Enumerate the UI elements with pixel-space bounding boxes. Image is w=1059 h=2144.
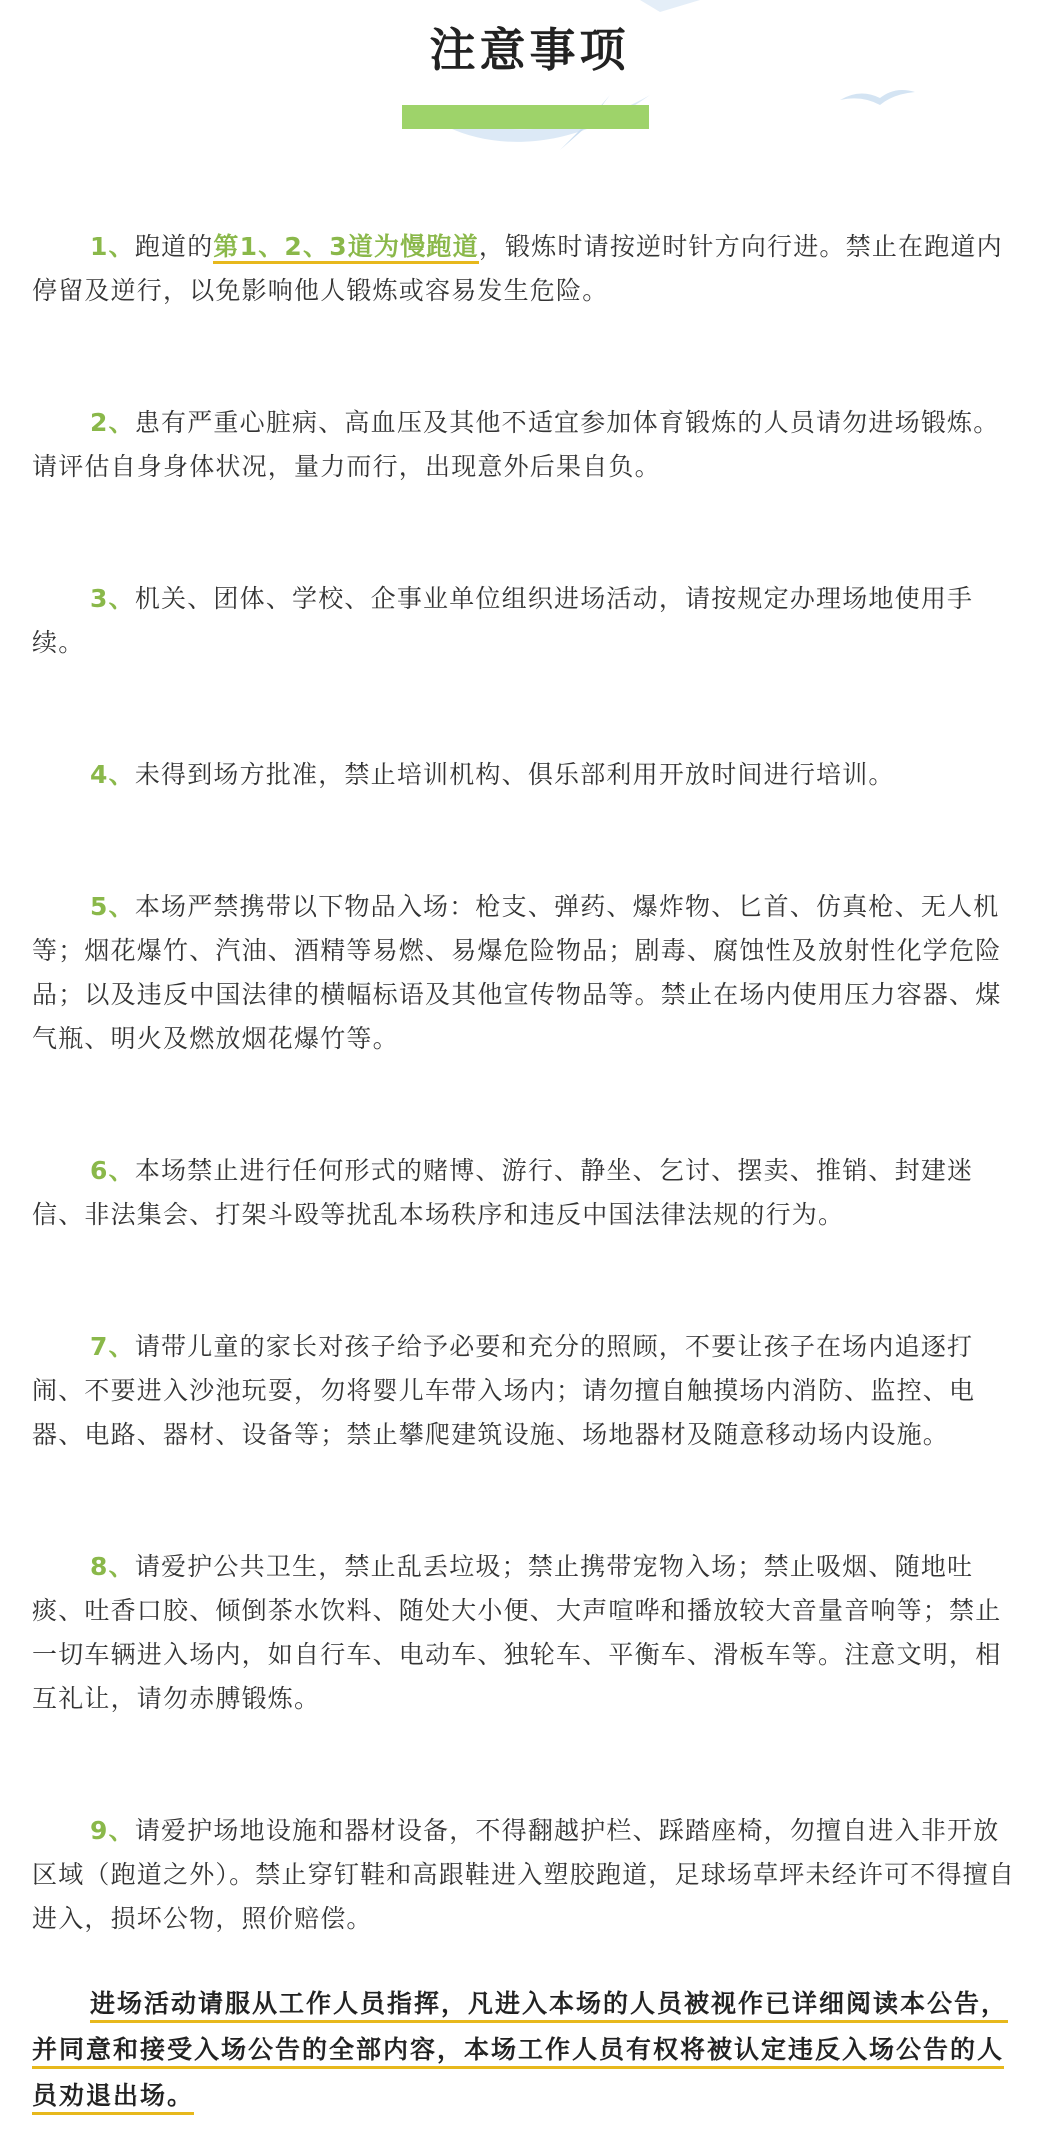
rule-item-3 [32, 577, 1022, 665]
rule-number: 1、 [90, 232, 135, 261]
rule-item-8 [32, 1545, 1022, 1721]
rule-number: 4、 [90, 760, 135, 789]
rule-number: 9、 [90, 1816, 135, 1845]
rule-item-5 [32, 885, 1022, 1061]
rule-text: 患有严重心脏病、高血压及其他不适宜参加体育锻炼的人员请勿进场锻炼。请评估自身身体状况，量力而行，出现意外后果自负。 [32, 408, 1000, 481]
rule-number: 6、 [90, 1156, 135, 1185]
rule-text: 请爱护公共卫生，禁止乱丢垃圾；禁止携带宠物入场；禁止吸烟、随地吐痰、吐香口胶、倾倒茶水饮料、随处大小便、大声喧哗和播放较大音量音响等；禁止一切车辆进入场内，如自行车、电动车、独轮车、平衡车、滑板车等。注意文明，相互礼让，请勿赤膊锻炼。 [32, 1552, 1002, 1713]
rule-number: 2、 [90, 408, 135, 437]
rule-text: 未得到场方批准，禁止培训机构、俱乐部利用开放时间进行培训。 [134, 760, 895, 789]
rule-number: 7、 [90, 1332, 135, 1361]
rule-item-9 [32, 1809, 1022, 1941]
rules-content [32, 225, 1022, 2144]
rule-text: 本场严禁携带以下物品入场：枪支、弹药、爆炸物、匕首、仿真枪、无人机等；烟花爆竹、汽油、酒精等易燃、易爆危险物品；剧毒、腐蚀性及放射性化学危险品；以及违反中国法律的横幅标语及其他宣传物品等。禁止在场内使用压力容器、煤气瓶、明火及燃放烟花爆竹等。 [32, 892, 1002, 1053]
rule-text: 请带儿童的家长对孩子给予必要和充分的照顾，不要让孩子在场内追逐打闹、不要进入沙池玩耍，勿将婴儿车带入场内；请勿擅自触摸场内消防、监控、电器、电路、器材、设备等；禁止攀爬建筑设施、场地器材及随意移动场内设施。 [32, 1332, 976, 1449]
closing-notice-text: 进场活动请服从工作人员指挥，凡进入本场的人员被视作已详细阅读本公告，并同意和接受入场公告的全部内容，本场工作人员有权将被认定违反入场公告的人员劝退出场。 [32, 1989, 1008, 2115]
rule-number: 8、 [90, 1552, 135, 1581]
rule-number: 3、 [90, 584, 135, 613]
rule-number: 5、 [90, 892, 135, 921]
rule-item-6 [32, 1149, 1022, 1237]
rule-text: 请爱护场地设施和器材设备，不得翻越护栏、踩踏座椅，勿擅自进入非开放区域（跑道之外）。禁止穿钉鞋和高跟鞋进入塑胶跑道，足球场草坪未经许可不得擅自进入，损坏公物，照价赔偿。 [32, 1816, 1016, 1933]
page-title: 注意事项 [429, 23, 630, 77]
rule-text: 机关、团体、学校、企事业单位组织进场活动，请按规定办理场地使用手续。 [32, 584, 974, 657]
title-underline-bar [402, 105, 649, 129]
rule-item-2 [32, 401, 1022, 489]
rule-item-1: 1、跑道的第1、2、3道为慢跑道，锻炼时请按逆时针方向行进。禁止在跑道内停留及逆行，以免影响他人锻炼或容易发生危险。 [32, 232, 1003, 305]
closing-notice [32, 1981, 1022, 2119]
rule-item-4 [32, 753, 1022, 797]
header [0, 0, 1059, 140]
rule-text: 本场禁止进行任何形式的赌博、游行、静坐、乞讨、摆卖、推销、封建迷信、非法集会、打架斗殴等扰乱本场秩序和违反中国法律法规的行为。 [32, 1156, 974, 1229]
rule-item-7 [32, 1325, 1022, 1457]
highlight-slow-lanes: 第1、2、3道为慢跑道 [213, 232, 478, 264]
